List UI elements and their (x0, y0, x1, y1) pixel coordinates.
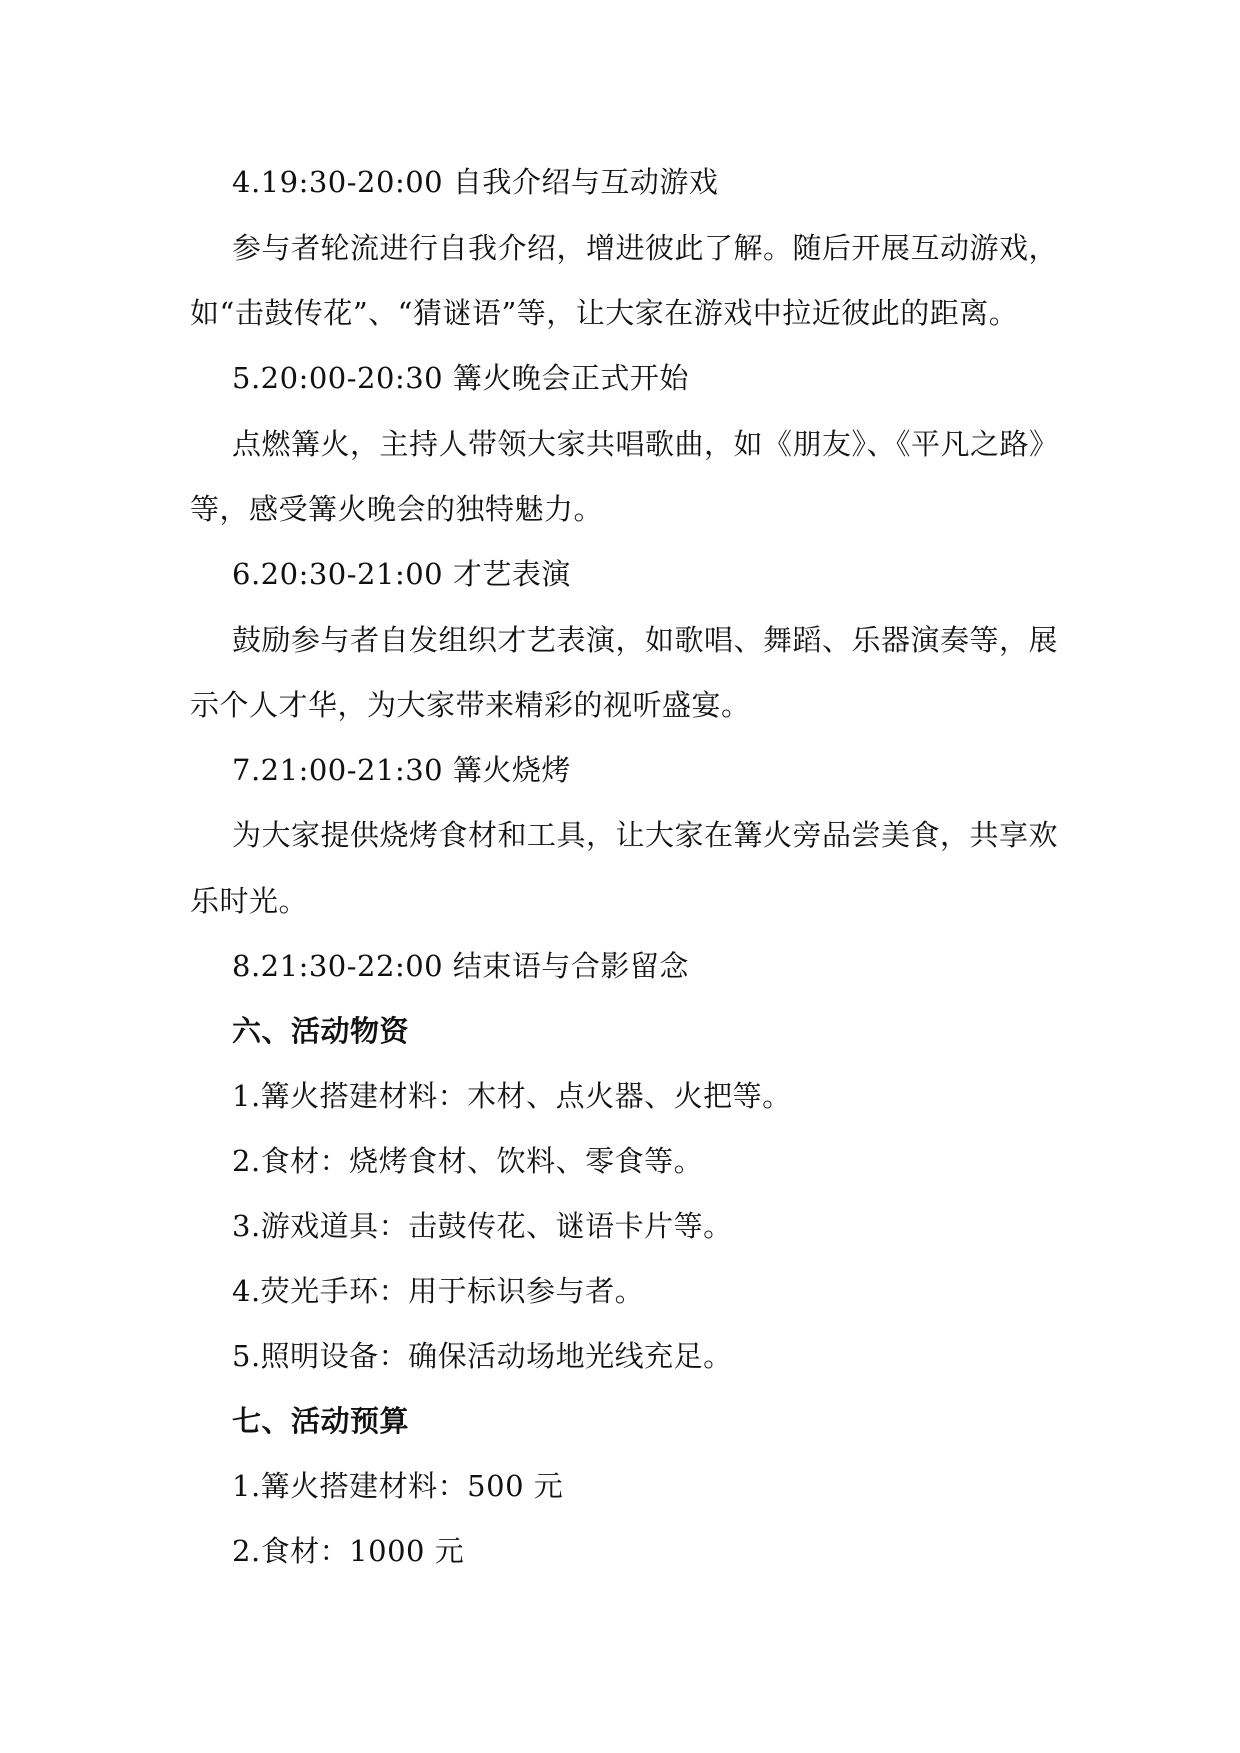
schedule-item-5-heading: 5.20:00-20:30 篝火晚会正式开始 (232, 361, 689, 395)
paragraph-line: 鼓励参与者自发组织才艺表演，如歌唱、舞蹈、乐器演奏等，展 (232, 623, 1059, 657)
section-heading-budget: 七、活动预算 (232, 1404, 410, 1438)
materials-item: 3.游戏道具：击鼓传花、谜语卡片等。 (232, 1209, 733, 1243)
section-heading-materials: 六、活动物资 (232, 1014, 410, 1048)
budget-item: 1.篝火搭建材料：500 元 (232, 1469, 564, 1503)
materials-item: 4.荧光手环：用于标识参与者。 (232, 1274, 645, 1308)
paragraph-line: 为大家提供烧烤食材和工具，让大家在篝火旁品尝美食，共享欢 (232, 818, 1059, 852)
paragraph-line: 等，感受篝火晚会的独特魅力。 (190, 492, 604, 526)
paragraph-line: 示个人才华，为大家带来精彩的视听盛宴。 (190, 688, 751, 722)
paragraph-line: 如“击鼓传花”、“猜谜语”等，让大家在游戏中拉近彼此的距离。 (190, 296, 1019, 330)
schedule-item-8-heading: 8.21:30-22:00 结束语与合影留念 (232, 949, 689, 983)
paragraph-line: 参与者轮流进行自我介绍，增进彼此了解。随后开展互动游戏， (232, 231, 1059, 265)
budget-item: 2.食材：1000 元 (232, 1534, 465, 1568)
materials-item: 1.篝火搭建材料：木材、点火器、火把等。 (232, 1079, 792, 1113)
schedule-item-6-heading: 6.20:30-21:00 才艺表演 (232, 557, 571, 591)
paragraph-line: 点燃篝火，主持人带领大家共唱歌曲，如《朋友》、《平凡之路》 (232, 427, 1059, 461)
materials-item: 5.照明设备：确保活动场地光线充足。 (232, 1339, 733, 1373)
schedule-item-7-heading: 7.21:00-21:30 篝火烧烤 (232, 753, 571, 787)
schedule-item-4-heading: 4.19:30-20:00 自我介绍与互动游戏 (232, 165, 719, 199)
paragraph-line: 乐时光。 (190, 884, 309, 918)
materials-item: 2.食材：烧烤食材、饮料、零食等。 (232, 1144, 704, 1178)
